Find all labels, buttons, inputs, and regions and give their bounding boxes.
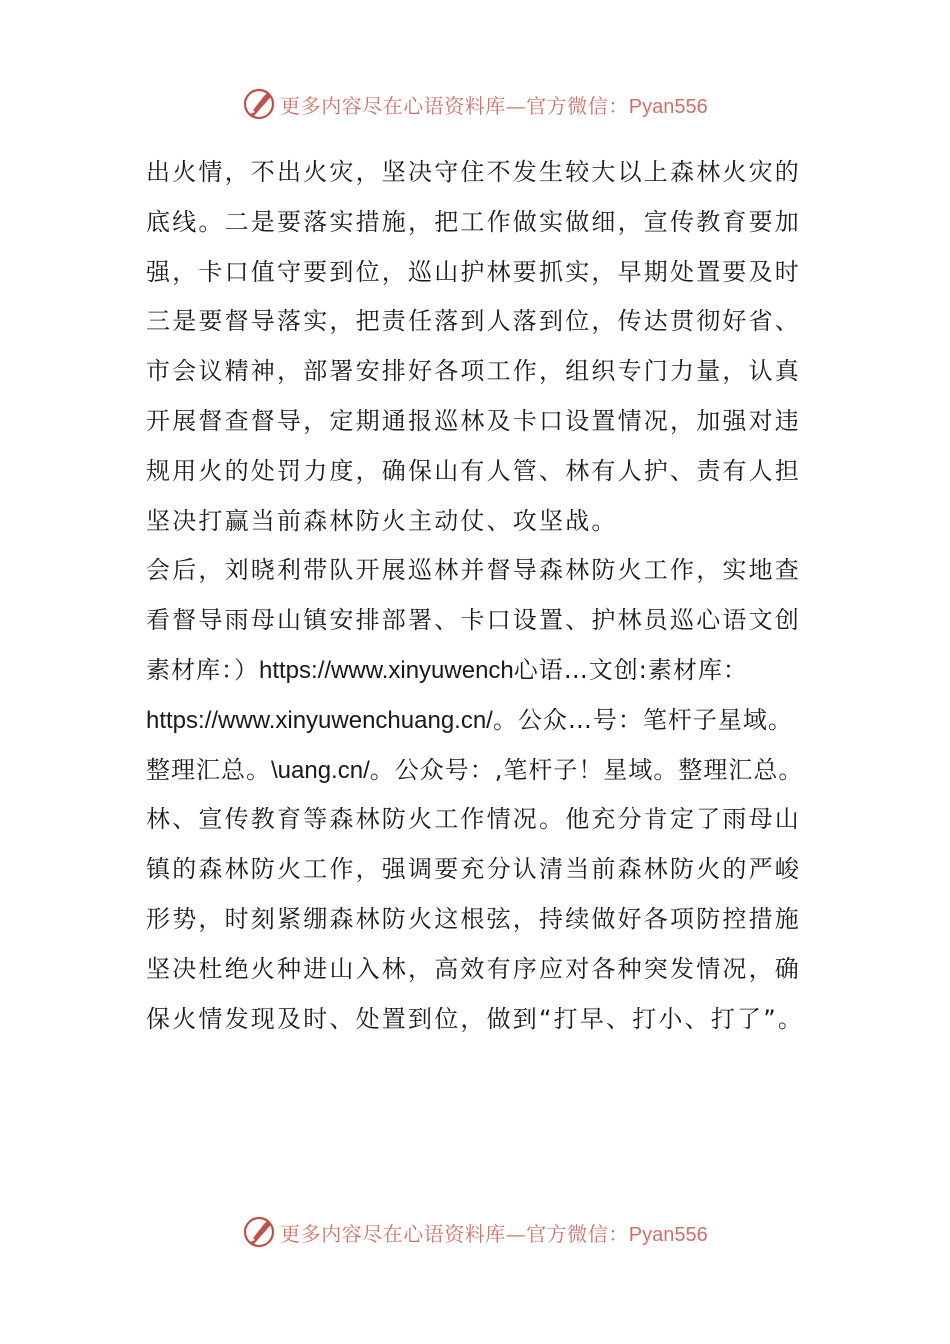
paragraph-line: 保火情发现及时、处置到位，做到“打早、打小、打了”。: [146, 1004, 805, 1033]
text-segment: 心语…文创:素材库：: [513, 655, 748, 684]
paragraph-line: 出火情，不出火灾，坚决守住不发生较大以上森林火灾的: [146, 158, 801, 186]
header-banner: [0, 84, 950, 124]
paragraph-line: 规用火的处罚力度，确保山有人管、林有人护、责有人担: [146, 456, 801, 485]
paragraph-line: 坚决打赢当前森林防火主动仗、攻坚战。: [146, 506, 618, 535]
document-body: [146, 148, 846, 1044]
footer-banner: [0, 1212, 950, 1252]
paragraph-line: 三是要督导落实，把责任落到人落到位，传达贯彻好省、: [146, 307, 801, 336]
url-fragment: https://www.xinyuwench: [259, 656, 514, 684]
text-segment: 素材库：）: [146, 655, 259, 684]
paragraph-line: 会后，刘晓利带队开展巡林并督导森林防火工作，实地查: [146, 556, 801, 585]
paragraph-line: 底线。二是要落实措施，把工作做实做细，宣传教育要加: [146, 207, 801, 236]
header-banner-text: 更多内容尽在心语资料库—官方微信：Pyan556: [280, 93, 708, 118]
header-banner-id: Pyan556: [628, 95, 708, 118]
paragraph-line: 强，卡口值守要到位，巡山护林要抓实，早期处置要及时: [146, 257, 801, 286]
paragraph-line-with-url: [146, 746, 846, 796]
paragraph-line-with-url: [146, 646, 846, 696]
paragraph-line-with-url: [146, 696, 846, 746]
paragraph-line: 开展督查督导，定期通报巡林及卡口设置情况，加强对违: [146, 406, 801, 435]
url-fragment: \uang.cn/: [271, 756, 370, 784]
text-segment: 。公众号：,笔杆子！星域。整理汇总。: [369, 755, 804, 784]
text-segment: 整理汇总。: [146, 755, 271, 784]
footer-banner-text: 更多内容尽在心语资料库—官方微信：Pyan556: [280, 1221, 708, 1246]
paragraph-line: 形势，时刻紧绷森林防火这根弦，持续做好各项防控措施: [146, 904, 801, 933]
paragraph-line: 林、宣传教育等森林防火工作情况。他充分肯定了雨母山: [146, 805, 801, 834]
text-segment: 。公众…号：笔杆子星域。: [492, 705, 793, 734]
footer-banner-id: Pyan556: [628, 1223, 708, 1246]
paragraph-line: 看督导雨母山镇安排部署、卡口设置、护林员巡心语文创: [146, 606, 801, 635]
url-text: https://www.xinyuwenchuang.cn/: [146, 706, 493, 734]
paragraph-line: 镇的森林防火工作，强调要充分认清当前森林防火的严峻: [146, 855, 801, 884]
paragraph-line: 市会议精神，部署安排好各项工作，组织专门力量，认真: [146, 357, 801, 386]
pen-nib-logo-icon: [242, 87, 276, 121]
paragraph-line: 坚决杜绝火种进山入林，高效有序应对各种突发情况，确: [146, 954, 801, 983]
pen-nib-logo-icon: [242, 1215, 276, 1249]
